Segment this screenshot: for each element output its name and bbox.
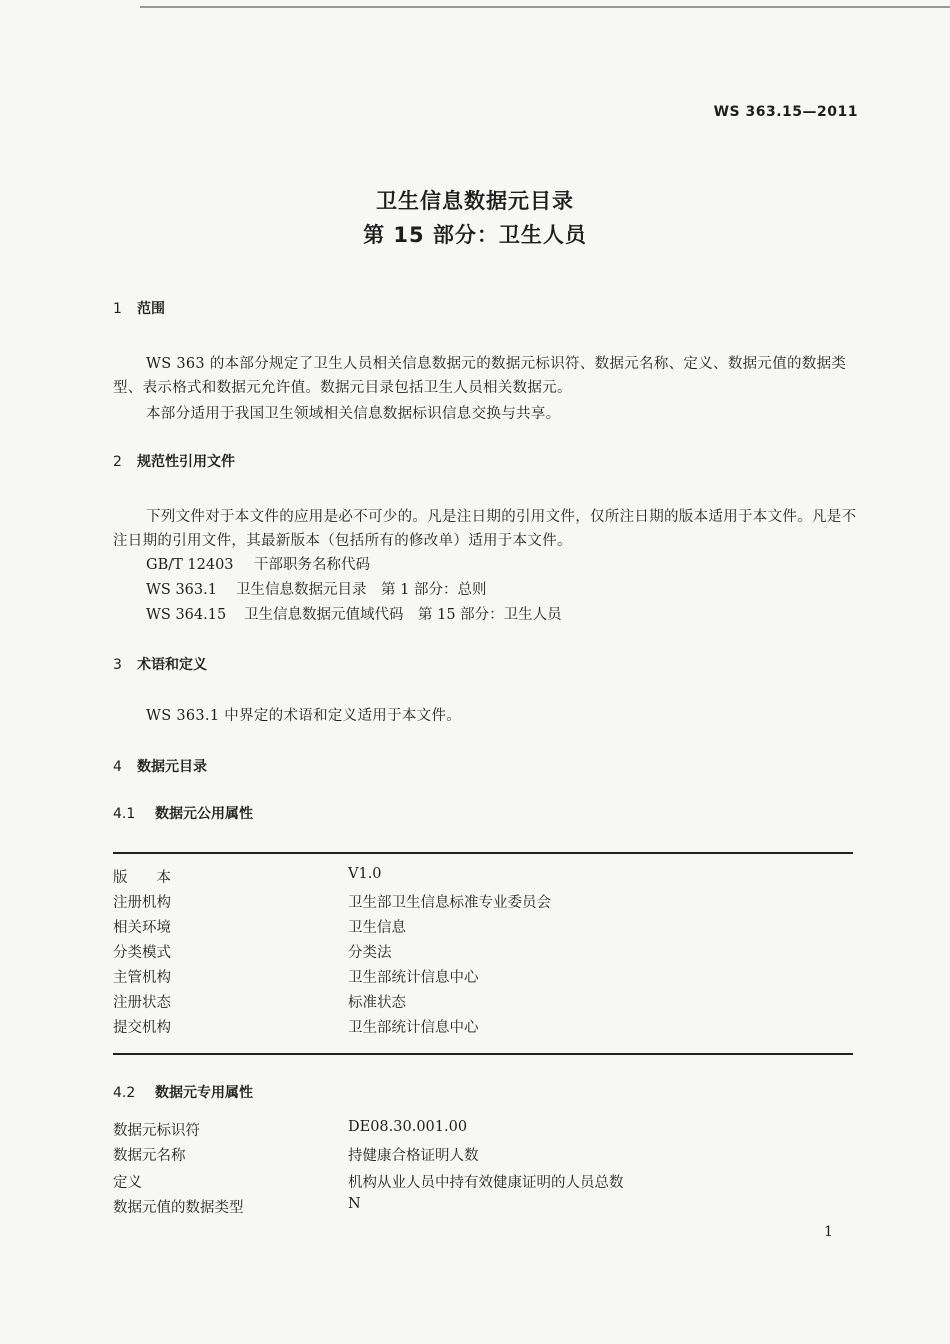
section-title: 数据元专用属性 [155, 1085, 253, 1101]
attribute-value: 分类法 [348, 945, 392, 961]
scan-top-edge [140, 6, 950, 8]
attribute-key: 分类模式 [113, 945, 171, 961]
section-number: 2 [113, 454, 122, 470]
attribute-value: 卫生部统计信息中心 [348, 1020, 479, 1036]
table-bottom-rule [113, 1053, 853, 1055]
section-3-paragraph-1: WS 363.1 中界定的术语和定义适用于本文件。 [146, 708, 462, 724]
section-number: 4.2 [113, 1085, 136, 1101]
attribute-value: 标准状态 [348, 995, 406, 1011]
table-top-rule [113, 852, 853, 854]
reference-item [146, 603, 562, 624]
reference-code: GB/T 12403 [146, 557, 234, 573]
reference-code: WS 363.1 [146, 582, 217, 598]
section-title: 术语和定义 [137, 657, 207, 673]
page-number: 1 [824, 1224, 833, 1240]
reference-name: 卫生信息数据元目录 第 1 部分：总则 [236, 582, 487, 598]
section-title: 范围 [137, 301, 165, 317]
section-number: 4.1 [113, 806, 136, 822]
section-3-heading [113, 654, 207, 674]
attribute-key: 提交机构 [113, 1020, 171, 1036]
attribute-value: 机构从业人员中持有效健康证明的人员总数 [348, 1175, 624, 1191]
section-4-heading [113, 756, 207, 776]
section-title: 数据元目录 [137, 759, 207, 775]
section-1-paragraph-2: 本部分适用于我国卫生领域相关信息数据标识信息交换与共享。 [146, 406, 561, 422]
attribute-key: 定义 [113, 1175, 142, 1191]
document-subtitle: 第 15 部分：卫生人员 [363, 223, 587, 247]
section-number: 1 [113, 301, 122, 317]
section-number: 3 [113, 657, 122, 673]
attribute-key: 数据元值的数据类型 [113, 1200, 244, 1216]
attribute-key: 版 本 [113, 870, 171, 886]
attribute-value: V1.0 [348, 866, 382, 882]
attribute-key: 注册机构 [113, 895, 171, 911]
section-4-1-heading [113, 803, 253, 823]
attribute-key: 注册状态 [113, 995, 171, 1011]
section-title: 规范性引用文件 [137, 454, 235, 470]
attribute-value: 卫生部统计信息中心 [348, 970, 479, 986]
attribute-key: 主管机构 [113, 970, 171, 986]
section-1-paragraph-1: WS 363 的本部分规定了卫生人员相关信息数据元的数据元标识符、数据元名称、定义、数据元值的数据类型、表示格式和数据元允许值。数据元目录包括卫生人员相关数据元。 [113, 356, 847, 396]
attribute-value: N [348, 1196, 361, 1212]
reference-name: 干部职务名称代码 [254, 557, 370, 573]
section-4-2-heading [113, 1082, 253, 1102]
attribute-key: 数据元名称 [113, 1148, 186, 1164]
section-number: 4 [113, 759, 122, 775]
section-2-heading [113, 451, 235, 471]
attribute-key: 数据元标识符 [113, 1123, 200, 1139]
reference-item [146, 553, 370, 574]
reference-name: 卫生信息数据元值域代码 第 15 部分：卫生人员 [244, 607, 562, 623]
attribute-value: 持健康合格证明人数 [348, 1148, 479, 1164]
attribute-value: DE08.30.001.00 [348, 1119, 468, 1135]
document-title: 卫生信息数据元目录 [376, 189, 574, 213]
reference-item [146, 578, 486, 599]
reference-code: WS 364.15 [146, 607, 227, 623]
section-2-paragraph-1: 下列文件对于本文件的应用是必不可少的。凡是注日期的引用文件，仅所注日期的版本适用于本文件。凡是不注日期的引用文件，其最新版本（包括所有的修改单）适用于本文件。 [113, 509, 857, 549]
section-1-heading [113, 298, 165, 318]
attribute-key: 相关环境 [113, 920, 171, 936]
attribute-value: 卫生信息 [348, 920, 406, 936]
attribute-value: 卫生部卫生信息标准专业委员会 [348, 895, 551, 911]
section-title: 数据元公用属性 [155, 806, 253, 822]
standard-code: WS 363.15—2011 [713, 104, 858, 120]
